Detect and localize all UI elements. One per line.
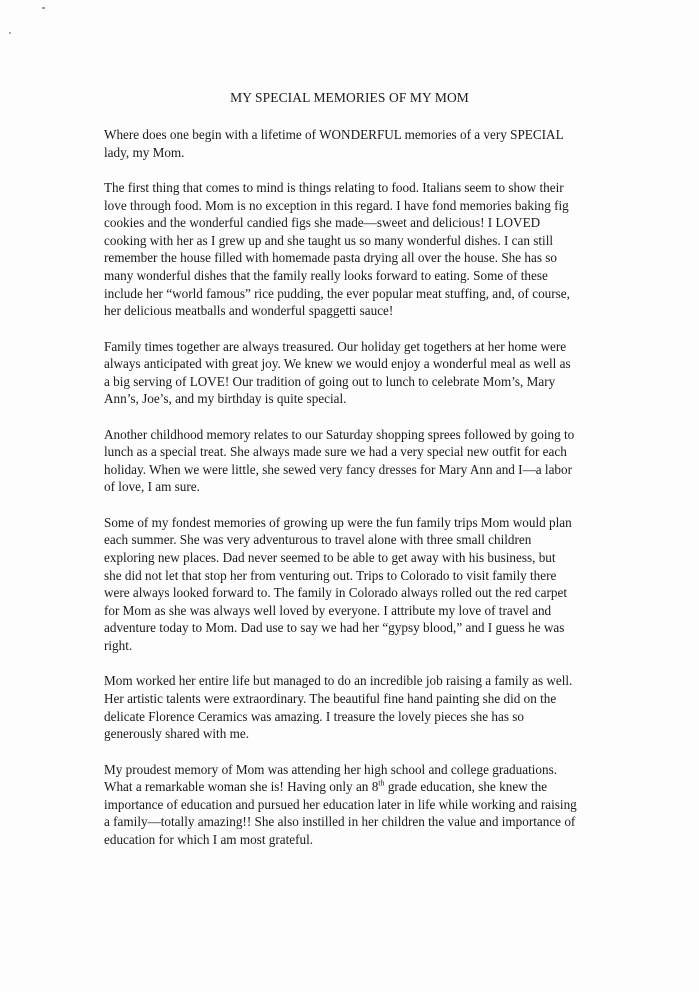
text-line: importance of education and pursued her education later in life while working and raising xyxy=(104,796,577,812)
paragraph-food xyxy=(104,179,604,320)
text-line: of love, I am sure. xyxy=(104,479,200,495)
text-fragment: grade education, she knew the xyxy=(384,779,548,795)
text-line: Ann’s, Joe’s, and my birthday is quite special. xyxy=(104,391,347,407)
text-line: for Mom as she was always well loved by everyone. I attribute my love of travel and xyxy=(104,602,552,618)
paragraph-trips xyxy=(104,514,604,655)
text-line: right. xyxy=(104,638,133,654)
text-line: generously shared with me. xyxy=(104,726,250,742)
paragraph-intro xyxy=(104,126,604,161)
text-line: education for which I am most grateful. xyxy=(104,831,314,847)
text-line: she did not let that stop her from venturing out. Trips to Colorado to visit family there xyxy=(104,567,557,583)
text-line: her delicious meatballs and wonderful spaggetti sauce! xyxy=(104,303,394,319)
paragraph-work-art xyxy=(104,672,604,742)
text-line: Some of my fondest memories of growing up were the fun family trips Mom would plan xyxy=(104,514,572,530)
text-line: My proudest memory of Mom was attending her high school and college graduations. xyxy=(104,761,558,777)
text-line: Family times together are always treasured. Our holiday get togethers at her home were xyxy=(104,338,567,354)
document-body xyxy=(104,126,604,866)
paragraph-graduations xyxy=(104,761,604,849)
text-line: each summer. She was very adventurous to travel alone with three small children xyxy=(104,532,532,548)
text-line-with-superscript xyxy=(104,778,604,796)
text-line: a big serving of LOVE! Our tradition of going out to lunch to celebrate Mom’s, Mary xyxy=(104,373,556,389)
paragraph-family-times xyxy=(104,338,604,408)
text-line: cookies and the wonderful candied figs she made—sweet and delicious! I LOVED xyxy=(104,215,541,231)
text-line: Where does one begin with a lifetime of WONDERFUL memories of a very SPECIAL xyxy=(104,127,564,142)
ordinal-superscript: th xyxy=(378,778,385,788)
text-line: adventure today to Mom. Dad use to say we had her “gypsy blood,” and I guess he was xyxy=(104,620,565,636)
text-line: Her artistic talents were extraordinary. The beautiful fine hand painting she did on the xyxy=(104,691,557,707)
text-line: The first thing that comes to mind is things relating to food. Italians seem to show their xyxy=(104,179,564,195)
text-line: lady, my Mom. xyxy=(104,144,185,160)
text-line: a family—totally amazing!! She also instilled in her children the value and importance of xyxy=(104,814,576,830)
text-line: holiday. When we were little, she sewed very fancy dresses for Mary Ann and I—a labor xyxy=(104,461,572,477)
document-title: MY SPECIAL MEMORIES OF MY MOM xyxy=(230,90,469,105)
scan-speck xyxy=(9,32,11,34)
text-line: exploring new places. Dad never seemed to be able to get away with his business, but xyxy=(104,550,556,566)
text-line: remember the house filled with homemade pasta drying all over the house. She has so xyxy=(104,250,558,266)
text-line: love through food. Mom is no exception in this regard. I have fond memories baking fig xyxy=(104,197,569,213)
text-line: were always looked forward to. The family in Colorado always rolled out the red carpet xyxy=(104,585,567,601)
text-line: cooking with her as I grew up and she taught us so many wonderful dishes. I can still xyxy=(104,232,554,248)
text-line: many wonderful dishes that the family really looks forward to eating. Some of these xyxy=(104,267,548,283)
scan-speck xyxy=(42,7,45,9)
text-fragment: What a remarkable woman she is! Having only an 8 xyxy=(104,779,379,795)
text-line: Mom worked her entire life but managed to do an incredible job raising a family as well. xyxy=(104,673,573,689)
text-line: always anticipated with great joy. We knew we would enjoy a wonderful meal as well as xyxy=(104,356,571,372)
text-line: include her “world famous” rice pudding, the ever popular meat stuffing, and, of course, xyxy=(104,285,570,301)
text-line: lunch as a special treat. She always made sure we had a very special new outfit for each xyxy=(104,444,567,460)
text-line: delicate Florence Ceramics was amazing. I treasure the lovely pieces she has so xyxy=(104,708,525,724)
text-line: Another childhood memory relates to our Saturday shopping sprees followed by going to xyxy=(104,426,575,442)
paragraph-shopping xyxy=(104,426,604,496)
